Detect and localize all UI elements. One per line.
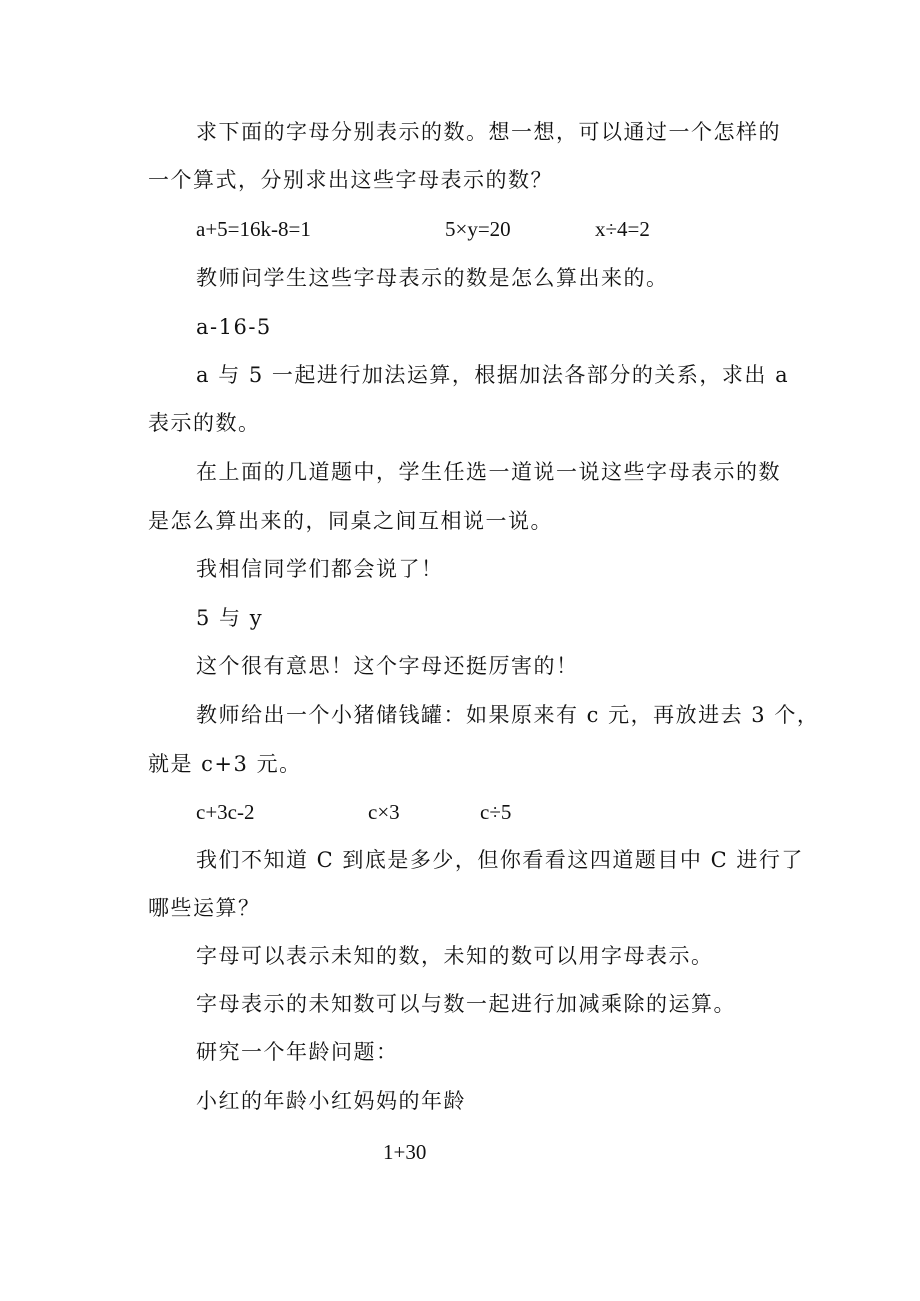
paragraph-text: 就是 c+3 元。 [148,752,302,776]
paragraph-text: 在上面的几道题中，学生任选一道说一说这些字母表示的数 [196,460,781,484]
paragraph-text: 我们不知道 C 到底是多少，但你看看这四道题目中 C 进行了 [196,848,804,872]
paragraph-text: 字母表示的未知数可以与数一起进行加减乘除的运算。 [196,992,736,1016]
paragraph-text: 教师给出一个小猪储钱罐：如果原来有 c 元，再放进去 3 个， [196,703,820,727]
paragraph-text: 求下面的字母分别表示的数。想一想，可以通过一个怎样的 [196,120,781,144]
paragraph-text: 字母可以表示未知的数，未知的数可以用字母表示。 [196,944,714,968]
equation: a+5=16k-8=1 [196,217,311,241]
paragraph-text: 一个算式，分别求出这些字母表示的数？ [148,168,553,192]
expression: 1+30 [383,1140,427,1164]
equation-row [0,215,920,243]
paragraph-text: 是怎么算出来的，同桌之间互相说一说。 [148,509,553,533]
expression-row [0,798,920,826]
expression: c÷5 [480,800,512,824]
expression: c×3 [368,800,400,824]
paragraph-text: 哪些运算？ [148,896,261,920]
equation: 5×y=20 [445,217,511,241]
paragraph-text: a 与 5 一起进行加法运算，根据加法各部分的关系，求出 a [196,363,790,387]
expression: c+3c-2 [196,800,255,824]
paragraph-text: 我相信同学们都会说了！ [196,557,444,581]
paragraph-text: 教师问学生这些字母表示的数是怎么算出来的。 [196,266,669,290]
equation: x÷4=2 [595,217,650,241]
paragraph-text: 小红的年龄小红妈妈的年龄 [196,1089,466,1113]
equation: a-16-5 [196,315,272,339]
paragraph-text: 研究一个年龄问题： [196,1040,399,1064]
paragraph-text: 这个很有意思！这个字母还挺厉害的！ [196,654,579,678]
paragraph-text: 表示的数。 [148,411,261,435]
paragraph-text: 5 与 y [196,606,264,630]
